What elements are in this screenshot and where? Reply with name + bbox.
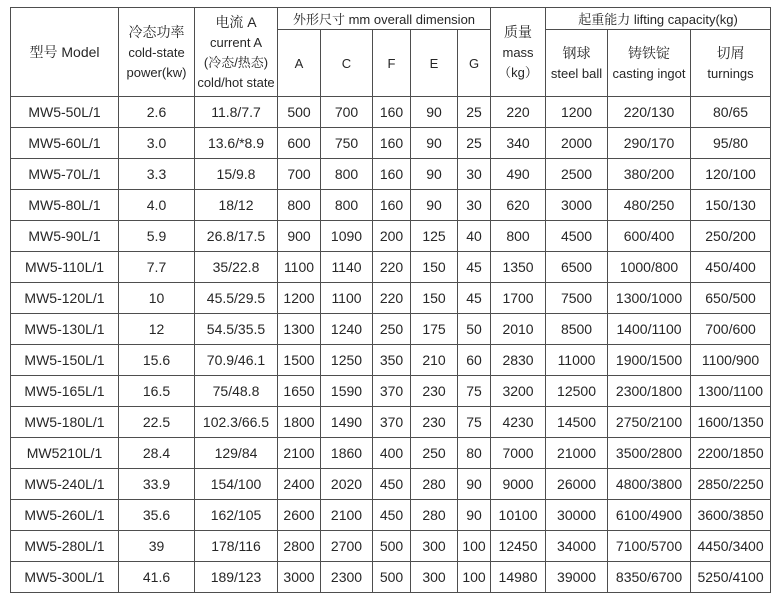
cell-dim-f: 350 — [373, 345, 411, 376]
header-current-en2: cold/hot state — [197, 74, 275, 90]
cell-dim-f: 370 — [373, 376, 411, 407]
cell-steel-ball: 1200 — [546, 97, 608, 128]
cell-dim-a: 1200 — [278, 283, 321, 314]
header-steel-ball — [546, 30, 608, 97]
cell-dim-g: 75 — [458, 376, 491, 407]
cell-dim-a: 2100 — [278, 438, 321, 469]
table-row — [11, 252, 771, 283]
table-row — [11, 438, 771, 469]
table-row — [11, 190, 771, 221]
cell-turnings: 1300/1100 — [691, 376, 771, 407]
table-row — [11, 376, 771, 407]
table-row — [11, 128, 771, 159]
header-casting-ingot-en: casting ingot — [612, 65, 686, 81]
cell-current-a: 26.8/17.5 — [195, 221, 278, 252]
header-power-en1: cold-state — [128, 44, 185, 60]
header-current — [195, 8, 278, 97]
table-row — [11, 283, 771, 314]
cell-dim-f: 160 — [373, 190, 411, 221]
cell-casting-ingot: 4800/3800 — [608, 469, 691, 500]
cell-current-a: 178/116 — [195, 531, 278, 562]
cell-current-a: 70.9/46.1 — [195, 345, 278, 376]
header-current-en1: current A — [209, 34, 263, 50]
cell-dim-g: 90 — [458, 469, 491, 500]
cell-dim-f: 200 — [373, 221, 411, 252]
cell-turnings: 650/500 — [691, 283, 771, 314]
cell-steel-ball: 7500 — [546, 283, 608, 314]
cell-dim-g: 75 — [458, 407, 491, 438]
cell-dim-g: 100 — [458, 562, 491, 593]
cell-steel-ball: 2000 — [546, 128, 608, 159]
header-model-label: 型号 Model — [29, 43, 100, 60]
cell-steel-ball: 34000 — [546, 531, 608, 562]
cell-dim-e: 280 — [411, 469, 458, 500]
cell-casting-ingot: 380/200 — [608, 159, 691, 190]
cell-casting-ingot: 6100/4900 — [608, 500, 691, 531]
cell-power-kw: 39 — [119, 531, 195, 562]
table-row — [11, 531, 771, 562]
table-row — [11, 469, 771, 500]
cell-current-a: 18/12 — [195, 190, 278, 221]
cell-dim-a: 3000 — [278, 562, 321, 593]
cell-dim-e: 300 — [411, 562, 458, 593]
cell-dim-g: 80 — [458, 438, 491, 469]
cell-dim-f: 370 — [373, 407, 411, 438]
cell-dim-c: 2100 — [321, 500, 373, 531]
table-row — [11, 314, 771, 345]
cell-casting-ingot: 8350/6700 — [608, 562, 691, 593]
cell-dim-e: 230 — [411, 376, 458, 407]
cell-dim-g: 90 — [458, 500, 491, 531]
header-power — [119, 8, 195, 97]
header-mass-unit: （kg） — [498, 64, 538, 80]
cell-model: MW5-240L/1 — [11, 469, 119, 500]
cell-casting-ingot: 1000/800 — [608, 252, 691, 283]
cell-casting-ingot: 290/170 — [608, 128, 691, 159]
cell-dim-g: 60 — [458, 345, 491, 376]
cell-model: MW5-110L/1 — [11, 252, 119, 283]
cell-turnings: 4450/3400 — [691, 531, 771, 562]
cell-dim-g: 40 — [458, 221, 491, 252]
cell-current-a: 54.5/35.5 — [195, 314, 278, 345]
cell-casting-ingot: 2300/1800 — [608, 376, 691, 407]
cell-steel-ball: 8500 — [546, 314, 608, 345]
cell-mass-kg: 490 — [491, 159, 546, 190]
cell-model: MW5-80L/1 — [11, 190, 119, 221]
cell-dim-g: 30 — [458, 190, 491, 221]
cell-dim-f: 220 — [373, 283, 411, 314]
cell-dim-e: 90 — [411, 97, 458, 128]
cell-turnings: 450/400 — [691, 252, 771, 283]
cell-current-a: 189/123 — [195, 562, 278, 593]
header-casting-ingot-cn: 铸铁锭 — [628, 44, 671, 61]
cell-dim-c: 700 — [321, 97, 373, 128]
cell-power-kw: 35.6 — [119, 500, 195, 531]
cell-model: MW5-280L/1 — [11, 531, 119, 562]
cell-steel-ball: 6500 — [546, 252, 608, 283]
cell-mass-kg: 14980 — [491, 562, 546, 593]
cell-power-kw: 22.5 — [119, 407, 195, 438]
header-dim-g: G — [458, 30, 491, 97]
cell-power-kw: 4.0 — [119, 190, 195, 221]
cell-dim-f: 160 — [373, 128, 411, 159]
cell-dim-a: 2800 — [278, 531, 321, 562]
header-mass-cn: 质量 — [504, 23, 533, 40]
cell-current-a: 75/48.8 — [195, 376, 278, 407]
cell-dim-c: 800 — [321, 190, 373, 221]
cell-dim-c: 800 — [321, 159, 373, 190]
cell-dim-e: 150 — [411, 283, 458, 314]
cell-dim-c: 2300 — [321, 562, 373, 593]
cell-mass-kg: 800 — [491, 221, 546, 252]
header-turnings-en: turnings — [707, 65, 754, 81]
cell-dim-g: 25 — [458, 128, 491, 159]
cell-turnings: 700/600 — [691, 314, 771, 345]
cell-power-kw: 15.6 — [119, 345, 195, 376]
cell-dim-a: 900 — [278, 221, 321, 252]
cell-dim-g: 45 — [458, 283, 491, 314]
cell-dim-a: 1500 — [278, 345, 321, 376]
spec-table — [10, 7, 771, 593]
cell-current-a: 13.6/*8.9 — [195, 128, 278, 159]
cell-steel-ball: 30000 — [546, 500, 608, 531]
cell-dim-e: 125 — [411, 221, 458, 252]
cell-steel-ball: 21000 — [546, 438, 608, 469]
cell-dim-c: 1090 — [321, 221, 373, 252]
cell-turnings: 1600/1350 — [691, 407, 771, 438]
cell-dim-a: 800 — [278, 190, 321, 221]
cell-turnings: 150/130 — [691, 190, 771, 221]
header-casting-ingot — [608, 30, 691, 97]
cell-dim-a: 600 — [278, 128, 321, 159]
cell-model: MW5210L/1 — [11, 438, 119, 469]
header-steel-ball-cn: 钢球 — [562, 44, 591, 61]
cell-dim-e: 90 — [411, 190, 458, 221]
cell-dim-c: 2700 — [321, 531, 373, 562]
header-lifting-group: 起重能力 lifting capacity(kg) — [546, 8, 771, 30]
cell-casting-ingot: 600/400 — [608, 221, 691, 252]
cell-dim-c: 2020 — [321, 469, 373, 500]
cell-steel-ball: 2500 — [546, 159, 608, 190]
cell-mass-kg: 1700 — [491, 283, 546, 314]
cell-turnings: 2850/2250 — [691, 469, 771, 500]
cell-power-kw: 3.3 — [119, 159, 195, 190]
cell-dim-c: 1240 — [321, 314, 373, 345]
cell-steel-ball: 4500 — [546, 221, 608, 252]
cell-dim-g: 100 — [458, 531, 491, 562]
cell-dim-c: 750 — [321, 128, 373, 159]
cell-casting-ingot: 3500/2800 — [608, 438, 691, 469]
cell-steel-ball: 11000 — [546, 345, 608, 376]
cell-mass-kg: 220 — [491, 97, 546, 128]
header-dim-a: A — [278, 30, 321, 97]
cell-model: MW5-130L/1 — [11, 314, 119, 345]
header-dim-c: C — [321, 30, 373, 97]
cell-turnings: 120/100 — [691, 159, 771, 190]
cell-power-kw: 10 — [119, 283, 195, 314]
cell-mass-kg: 7000 — [491, 438, 546, 469]
cell-power-kw: 3.0 — [119, 128, 195, 159]
table-row — [11, 500, 771, 531]
header-dimension-group: 外形尺寸 mm overall dimension — [278, 8, 491, 30]
header-turnings — [691, 30, 771, 97]
cell-dim-f: 400 — [373, 438, 411, 469]
cell-dim-c: 1140 — [321, 252, 373, 283]
cell-dim-f: 500 — [373, 531, 411, 562]
cell-turnings: 95/80 — [691, 128, 771, 159]
cell-casting-ingot: 2750/2100 — [608, 407, 691, 438]
cell-mass-kg: 1350 — [491, 252, 546, 283]
cell-dim-a: 500 — [278, 97, 321, 128]
table-row — [11, 407, 771, 438]
cell-current-a: 154/100 — [195, 469, 278, 500]
cell-mass-kg: 2830 — [491, 345, 546, 376]
header-model — [11, 8, 119, 97]
cell-current-a: 35/22.8 — [195, 252, 278, 283]
cell-casting-ingot: 480/250 — [608, 190, 691, 221]
cell-steel-ball: 14500 — [546, 407, 608, 438]
cell-dim-f: 500 — [373, 562, 411, 593]
header-power-cn: 冷态功率 — [128, 23, 185, 40]
cell-dim-c: 1860 — [321, 438, 373, 469]
cell-dim-f: 220 — [373, 252, 411, 283]
cell-dim-f: 160 — [373, 97, 411, 128]
cell-power-kw: 2.6 — [119, 97, 195, 128]
cell-dim-f: 450 — [373, 500, 411, 531]
cell-turnings: 1100/900 — [691, 345, 771, 376]
cell-dim-g: 50 — [458, 314, 491, 345]
cell-casting-ingot: 1900/1500 — [608, 345, 691, 376]
cell-turnings: 2200/1850 — [691, 438, 771, 469]
cell-model: MW5-260L/1 — [11, 500, 119, 531]
cell-dim-c: 1100 — [321, 283, 373, 314]
cell-dim-e: 230 — [411, 407, 458, 438]
cell-dim-a: 700 — [278, 159, 321, 190]
cell-steel-ball: 12500 — [546, 376, 608, 407]
cell-power-kw: 7.7 — [119, 252, 195, 283]
cell-dim-a: 1800 — [278, 407, 321, 438]
cell-mass-kg: 10100 — [491, 500, 546, 531]
cell-casting-ingot: 7100/5700 — [608, 531, 691, 562]
cell-current-a: 45.5/29.5 — [195, 283, 278, 314]
cell-power-kw: 33.9 — [119, 469, 195, 500]
table-row — [11, 345, 771, 376]
cell-steel-ball: 26000 — [546, 469, 608, 500]
header-steel-ball-en: steel ball — [550, 65, 603, 81]
cell-turnings: 250/200 — [691, 221, 771, 252]
table-row — [11, 159, 771, 190]
cell-power-kw: 28.4 — [119, 438, 195, 469]
cell-dim-f: 250 — [373, 314, 411, 345]
table-body — [11, 97, 771, 593]
cell-dim-e: 280 — [411, 500, 458, 531]
cell-model: MW5-90L/1 — [11, 221, 119, 252]
cell-dim-c: 1250 — [321, 345, 373, 376]
cell-dim-g: 30 — [458, 159, 491, 190]
cell-mass-kg: 340 — [491, 128, 546, 159]
header-power-en2: power(kw) — [126, 64, 187, 80]
cell-dim-e: 300 — [411, 531, 458, 562]
cell-dim-e: 210 — [411, 345, 458, 376]
table-row — [11, 562, 771, 593]
cell-mass-kg: 12450 — [491, 531, 546, 562]
cell-current-a: 11.8/7.7 — [195, 97, 278, 128]
cell-dim-a: 2400 — [278, 469, 321, 500]
cell-dim-e: 90 — [411, 128, 458, 159]
cell-dim-e: 90 — [411, 159, 458, 190]
cell-dim-g: 25 — [458, 97, 491, 128]
cell-dim-e: 250 — [411, 438, 458, 469]
cell-steel-ball: 3000 — [546, 190, 608, 221]
cell-mass-kg: 9000 — [491, 469, 546, 500]
cell-dim-c: 1490 — [321, 407, 373, 438]
header-turnings-cn: 切屑 — [716, 44, 745, 61]
cell-dim-a: 2600 — [278, 500, 321, 531]
cell-current-a: 162/105 — [195, 500, 278, 531]
cell-mass-kg: 2010 — [491, 314, 546, 345]
header-dim-e: E — [411, 30, 458, 97]
cell-steel-ball: 39000 — [546, 562, 608, 593]
cell-power-kw: 41.6 — [119, 562, 195, 593]
cell-casting-ingot: 1400/1100 — [608, 314, 691, 345]
cell-casting-ingot: 1300/1000 — [608, 283, 691, 314]
cell-model: MW5-60L/1 — [11, 128, 119, 159]
cell-turnings: 80/65 — [691, 97, 771, 128]
cell-current-a: 15/9.8 — [195, 159, 278, 190]
cell-dim-a: 1650 — [278, 376, 321, 407]
cell-power-kw: 12 — [119, 314, 195, 345]
cell-dim-g: 45 — [458, 252, 491, 283]
cell-casting-ingot: 220/130 — [608, 97, 691, 128]
header-mass — [491, 8, 546, 97]
cell-model: MW5-300L/1 — [11, 562, 119, 593]
cell-dim-a: 1100 — [278, 252, 321, 283]
cell-model: MW5-70L/1 — [11, 159, 119, 190]
cell-dim-f: 450 — [373, 469, 411, 500]
cell-model: MW5-120L/1 — [11, 283, 119, 314]
table-row — [11, 97, 771, 128]
cell-mass-kg: 4230 — [491, 407, 546, 438]
cell-current-a: 129/84 — [195, 438, 278, 469]
cell-power-kw: 16.5 — [119, 376, 195, 407]
table-row — [11, 221, 771, 252]
cell-mass-kg: 620 — [491, 190, 546, 221]
cell-dim-e: 175 — [411, 314, 458, 345]
cell-power-kw: 5.9 — [119, 221, 195, 252]
header-current-cn: 电流 A — [215, 13, 257, 30]
cell-dim-e: 150 — [411, 252, 458, 283]
cell-model: MW5-165L/1 — [11, 376, 119, 407]
header-mass-en: mass — [502, 44, 534, 60]
cell-model: MW5-150L/1 — [11, 345, 119, 376]
cell-turnings: 3600/3850 — [691, 500, 771, 531]
cell-model: MW5-180L/1 — [11, 407, 119, 438]
cell-dim-a: 1300 — [278, 314, 321, 345]
table-header — [11, 8, 771, 97]
cell-dim-f: 160 — [373, 159, 411, 190]
cell-dim-c: 1590 — [321, 376, 373, 407]
cell-mass-kg: 3200 — [491, 376, 546, 407]
cell-current-a: 102.3/66.5 — [195, 407, 278, 438]
header-current-cn2: (冷态/热态) — [203, 54, 269, 70]
cell-turnings: 5250/4100 — [691, 562, 771, 593]
cell-model: MW5-50L/1 — [11, 97, 119, 128]
header-dim-f: F — [373, 30, 411, 97]
